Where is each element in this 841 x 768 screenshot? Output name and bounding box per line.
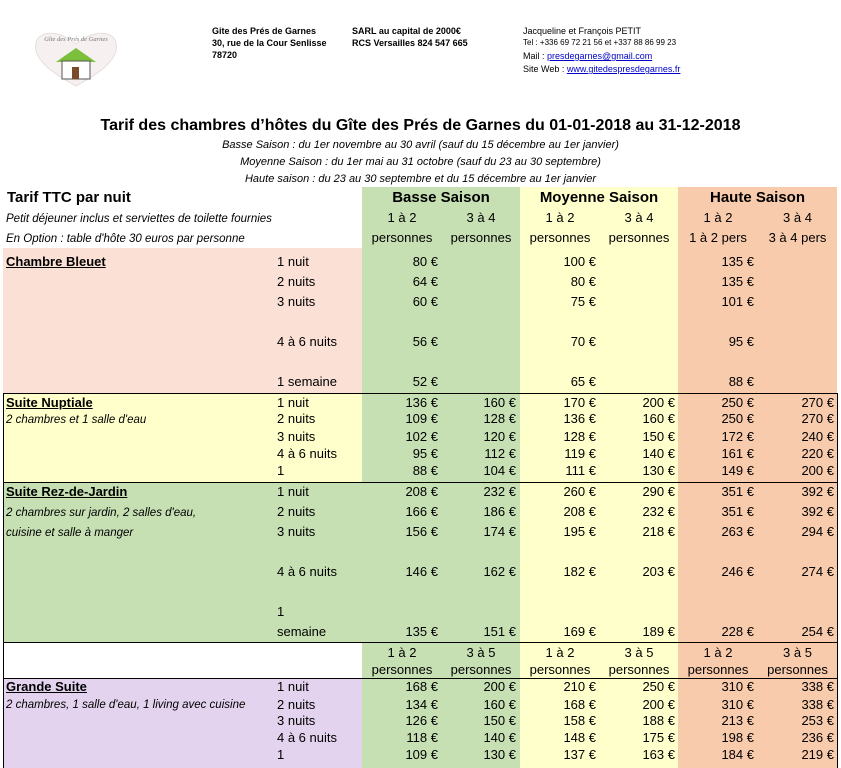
basse-header: Basse Saison [392,189,490,206]
logo-text: Gîte des Prés de Garnes [44,36,108,43]
price-cell: 64 € [412,274,438,289]
col-header: personnes [608,662,670,677]
price-cell: 160 € [642,411,675,426]
price-cell: 101 € [721,294,754,309]
season-haute-info: Haute saison : du 23 au 30 septembre et du 15 décembre au 1er janvier [244,173,596,185]
room-jardin-desc2: cuisine et salle à manger [6,527,134,539]
price-cell: 184 € [721,747,754,762]
price-cell: 80 € [570,274,596,289]
col-header: personnes [529,230,591,245]
duration-label: 1 nuit [277,254,309,269]
room-bleuet-title: Chambre Bleuet [6,254,106,269]
price-cell: 128 € [563,429,596,444]
price-cell: 65 € [570,374,596,389]
duration-label: 1 [277,747,285,762]
price-cell: 188 € [642,713,675,728]
duration-label: 4 à 6 nuits [277,334,337,349]
price-cell: 135 € [405,624,438,639]
price-cell: 88 € [412,463,438,478]
price-cell: 189 € [642,624,675,639]
price-cell: 200 € [642,697,675,712]
price-cell: 228 € [721,624,754,639]
season-moyenne-info: Moyenne Saison : du 1er mai au 31 octobre (sauf du 23 au 30 septembre) [240,156,601,168]
duration-label: 1 semaine [277,374,337,389]
duration-label: 3 nuits [277,713,316,728]
logo [30,28,122,90]
duration-label: 1 nuit [277,395,309,410]
divider [3,393,837,394]
price-cell: 208 € [405,484,438,499]
price-cell: 200 € [642,395,675,410]
col-header: personnes [450,230,512,245]
room-grande-title: Grande Suite [6,679,87,694]
price-cell: 174 € [483,524,516,539]
note-option: En Option : table d'hôte 30 euros par personne [6,233,245,245]
price-cell: 130 € [483,747,516,762]
price-cell: 219 € [801,747,834,762]
price-cell: 169 € [563,624,596,639]
price-cell: 310 € [721,679,754,694]
price-cell: 218 € [642,524,675,539]
price-cell: 70 € [570,334,596,349]
col-header: personnes [608,230,670,245]
price-cell: 118 € [406,730,438,745]
price-cell: 134 € [405,697,438,712]
col-header: 1 à 2 [703,210,733,225]
room-grande-desc: 2 chambres, 1 salle d'eau, 1 living avec cuisine [6,699,246,711]
col-header: 3 à 5 [783,645,812,660]
price-cell: 60 € [412,294,438,309]
price-cell: 136 € [405,395,438,410]
price-cell: 240 € [801,429,834,444]
duration-label: 1 nuit [277,484,309,499]
room-nuptiale-desc: 2 chambres et 1 salle d'eau [6,414,147,426]
price-cell: 220 € [801,446,834,461]
company-block [212,25,316,38]
price-cell: 95 € [728,334,754,349]
col-header: personnes [371,230,433,245]
price-cell: 351 € [721,504,754,519]
price-cell: 130 € [642,463,675,478]
price-cell: 270 € [801,411,834,426]
price-cell: 250 € [721,395,754,410]
price-cell: 168 € [405,679,438,694]
price-cell: 263 € [721,524,754,539]
price-cell: 232 € [642,504,675,519]
jardin-week-prefix: 1 [277,604,285,619]
price-cell: 56 € [412,334,438,349]
duration-label: 3 nuits [277,524,316,539]
price-cell: 198 € [721,730,754,745]
price-cell: 232 € [483,484,516,499]
price-cell: 160 € [483,697,516,712]
price-cell: 148 € [563,730,596,745]
divider [3,642,837,643]
tel-text: Tel : +336 69 72 21 56 et +337 88 86 99 23 [523,38,677,47]
season-basse-info: Basse Saison : du 1er novembre au 30 avril (sauf du 15 décembre au 1er janvier) [222,139,619,151]
price-cell: 137 € [563,747,596,762]
price-cell: 351 € [721,484,754,499]
room-jardin-desc1: 2 chambres sur jardin, 2 salles d'eau, [6,507,197,519]
price-cell: 95 € [412,446,438,461]
price-cell: 104 € [483,463,516,478]
price-cell: 170 € [563,395,596,410]
price-cell: 210 € [563,679,596,694]
address-line2: 78720 [212,50,238,60]
price-cell: 338 € [801,697,834,712]
price-cell: 254 € [801,624,834,639]
left-border [3,393,4,768]
price-cell: 156 € [405,524,438,539]
price-cell: 150 € [483,713,516,728]
price-cell: 310 € [721,697,754,712]
duration-label: 1 [277,463,285,478]
price-cell: 128 € [483,411,516,426]
price-cell: 200 € [801,463,834,478]
duration-label: 3 nuits [277,294,316,309]
price-cell: 338 € [801,679,834,694]
col-header: 3 à 4 [624,210,654,225]
price-cell: 140 € [483,730,516,745]
price-cell: 80 € [412,254,438,269]
price-cell: 208 € [563,504,596,519]
col-header: 3 à 4 pers [768,230,827,245]
sarl-text: SARL au capital de 2000€ [352,26,461,36]
contact-name: Jacqueline et François PETIT [523,26,642,36]
price-cell: 161 € [721,446,754,461]
price-cell: 88 € [728,374,754,389]
price-cell: 175 € [642,730,675,745]
col-header: 1 à 2 [387,210,417,225]
price-cell: 290 € [642,484,675,499]
price-cell: 120 € [483,429,516,444]
note-breakfast: Petit déjeuner inclus et serviettes de toilette fournies [6,213,272,225]
price-cell: 146 € [405,564,438,579]
price-cell: 163 € [642,747,675,762]
divider [3,482,837,483]
duration-label: 4 à 6 nuits [277,730,337,745]
price-cell: 140 € [642,446,675,461]
price-cell: 109 € [405,747,438,762]
price-cell: 126 € [405,713,438,728]
price-cell: 274 € [801,564,834,579]
duration-label: 2 nuits [277,504,316,519]
price-cell: 160 € [483,395,516,410]
price-cell: 246 € [721,564,754,579]
rcs-text: RCS Versailles 824 547 665 [352,38,468,48]
price-cell: 195 € [563,524,596,539]
duration-label: 3 nuits [277,429,316,444]
price-cell: 172 € [721,429,754,444]
col-header: 1 à 2 [387,645,417,660]
col-header: 3 à 5 [624,645,654,660]
price-cell: 111 € [565,463,596,478]
price-cell: 102 € [405,429,438,444]
room-jardin-title: Suite Rez-de-Jardin [6,484,128,499]
price-cell: 392 € [801,504,834,519]
right-border [837,393,838,768]
price-cell: 75 € [570,294,596,309]
duration-label: 2 nuits [277,411,316,426]
price-cell: 151 € [483,624,516,639]
col-header: personnes [371,662,433,677]
haute-header: Haute Saison [709,189,806,206]
mail-line: Mail : presdegarnes@gmail.com [523,51,653,61]
tarif-label: Tarif TTC par nuit [7,189,131,206]
price-cell: 135 € [721,274,754,289]
price-cell: 270 € [801,395,834,410]
duration-label: 1 nuit [277,679,309,694]
room-nuptiale-title: Suite Nuptiale [6,395,93,410]
price-cell: 109 € [405,411,438,426]
price-cell: 136 € [563,411,596,426]
price-cell: 182 € [563,564,596,579]
col-header: 3 à 5 [466,645,496,660]
col-header: 3 à 4 [466,210,496,225]
company-name: Gite des Prés de Garnes [212,26,317,36]
price-cell: 294 € [801,524,834,539]
duration-label: 4 à 6 nuits [277,446,337,461]
page-title: Tarif des chambres d’hôtes du Gîte des Prés de Garnes du 01-01-2018 au 31-12-2018 [100,117,741,134]
address-line1: 30, rue de la Cour Senlisse [212,38,327,48]
col-header: personnes [529,662,591,677]
price-cell: 168 € [563,697,596,712]
mail-link[interactable]: presdegarnes@gmail.com [547,51,653,61]
price-cell: 158 € [563,713,596,728]
col-header: 1 à 2 [545,645,575,660]
price-cell: 166 € [405,504,438,519]
duration-label: semaine [277,624,327,639]
duration-label: 2 nuits [277,697,316,712]
price-cell: 52 € [412,374,438,389]
price-cell: 250 € [721,411,754,426]
price-cell: 236 € [801,730,834,745]
moyenne-header: Moyenne Saison [539,189,659,206]
web-line: Site Web : www.gitedespresdegarnes.fr [523,64,681,74]
col-header: 1 à 2 [545,210,575,225]
price-cell: 200 € [483,679,516,694]
col-header: 3 à 4 [783,210,812,225]
price-cell: 186 € [483,504,516,519]
price-cell: 203 € [642,564,675,579]
price-cell: 150 € [642,429,675,444]
price-cell: 392 € [801,484,834,499]
price-cell: 213 € [721,713,754,728]
price-cell: 100 € [563,254,596,269]
price-cell: 250 € [642,679,675,694]
price-cell: 253 € [801,713,834,728]
price-cell: 112 € [484,446,516,461]
duration-label: 4 à 6 nuits [277,564,337,579]
col-header: personnes [687,662,749,677]
col-header: 1 à 2 pers [689,230,747,245]
col-header: 1 à 2 [703,645,733,660]
price-cell: 260 € [563,484,596,499]
duration-label: 2 nuits [277,274,316,289]
col-header: personnes [767,662,828,677]
price-cell: 162 € [483,564,516,579]
col-header: personnes [450,662,512,677]
web-link[interactable]: www.gitedespresdegarnes.fr [566,64,681,74]
price-cell: 135 € [721,254,754,269]
price-cell: 149 € [721,463,754,478]
price-cell: 119 € [564,446,596,461]
